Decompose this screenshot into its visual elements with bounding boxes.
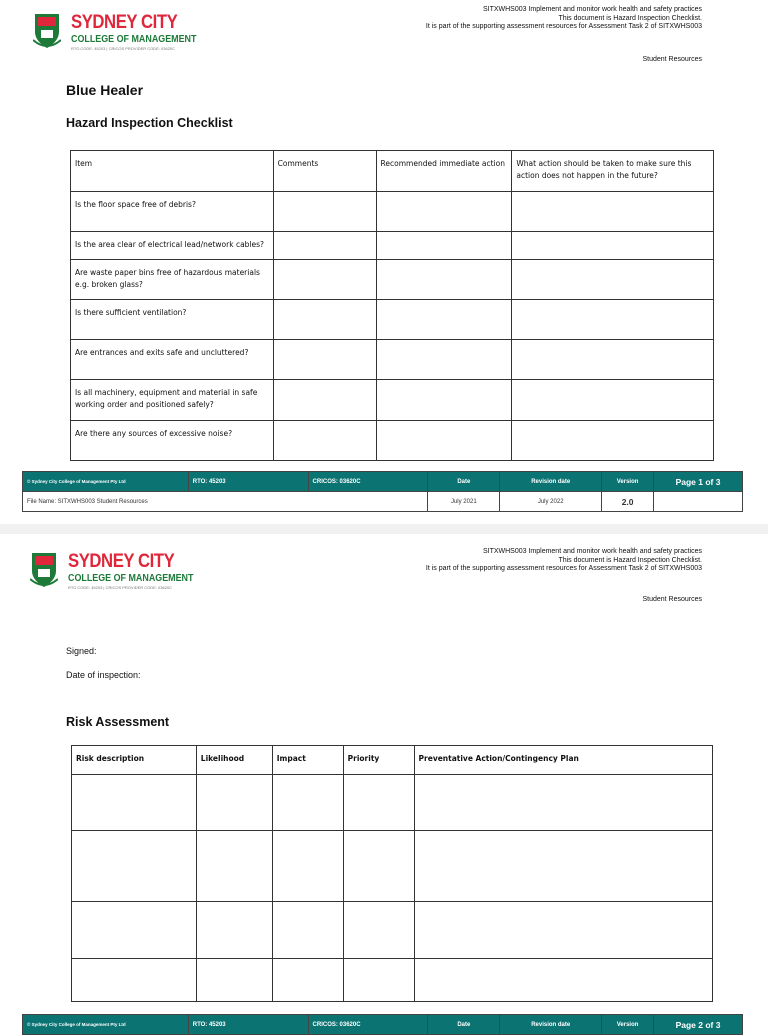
immediate-action-cell[interactable] [376,421,512,461]
table-row [71,421,714,461]
row-item: Are there any sources of excessive noise? [71,421,274,461]
logo-tagline: RTO CODE: 45203 | CRICOS PROVIDER CODE: 03620C [71,46,176,51]
logo-subtitle: COLLEGE OF MANAGEMENT [68,572,194,584]
immediate-action-cell[interactable] [376,300,512,340]
table-row [72,831,713,902]
student-resources-label: Student Resources [642,56,702,63]
future-action-cell[interactable] [512,380,714,421]
priority-cell[interactable] [343,902,414,959]
immediate-action-cell[interactable] [376,380,512,421]
footer-page-number: Page 2 of 3 [654,1015,743,1035]
risk-cell[interactable] [72,831,197,902]
immediate-action-cell[interactable] [376,232,512,260]
header-preventative-action: Preventative Action/Contingency Plan [414,746,712,775]
footer-top-row [23,1015,743,1035]
document-header [426,548,702,574]
future-action-cell[interactable] [512,300,714,340]
footer-date-label: Date [428,472,500,492]
plan-cell[interactable] [414,959,712,1002]
impact-cell[interactable] [272,902,343,959]
likelihood-cell[interactable] [196,959,272,1002]
table-row [72,775,713,831]
footer-bottom-row [23,492,743,512]
page-2 [0,534,768,1030]
future-action-cell[interactable] [512,421,714,461]
footer-cricos: CRICOS: 03620C [308,472,428,492]
impact-cell[interactable] [272,959,343,1002]
student-resources-label: Student Resources [642,596,702,603]
header-impact: Impact [272,746,343,775]
comments-cell[interactable] [273,260,376,300]
header-line-2: This document is Hazard Inspection Checklist. [558,556,702,564]
page-gap [0,524,768,534]
page-footer [22,471,743,512]
table-row [71,380,714,421]
row-item: Are entrances and exits safe and uncluttered? [71,340,274,380]
footer-copyright: © Sydney City College of Management Pty Ltd [23,1015,189,1035]
shield-icon [30,551,58,589]
row-item: Are waste paper bins free of hazardous materials e.g. broken glass? [71,260,274,300]
header-item: Item [71,151,274,192]
footer-file-name: File Name: SITXWHS003 Student Resources [23,492,428,512]
comments-cell[interactable] [273,232,376,260]
document-header [426,6,702,32]
header-line-1: SITXWHS003 Implement and monitor work health and safety practices [482,548,702,555]
footer-date: July 2021 [428,492,500,512]
comments-cell[interactable] [273,421,376,461]
shield-icon [33,12,61,50]
header-likelihood: Likelihood [196,746,272,775]
footer-revision-label: Revision date [500,1015,602,1035]
plan-cell[interactable] [414,831,712,902]
date-of-inspection-label: Date of inspection: [66,670,141,680]
comments-cell[interactable] [273,340,376,380]
table-row [71,260,714,300]
document-title: Blue Healer [66,82,144,98]
footer-revision-label: Revision date [500,472,602,492]
priority-cell[interactable] [343,775,414,831]
header-priority: Priority [343,746,414,775]
row-item: Is the floor space free of debris? [71,192,274,232]
table-header-row [72,746,713,775]
immediate-action-cell[interactable] [376,340,512,380]
table-row [71,300,714,340]
risk-assessment-table [71,745,713,1002]
table-header-row [71,151,714,192]
footer-page-number: Page 1 of 3 [654,472,743,492]
row-item: Is there sufficient ventilation? [71,300,274,340]
table-row [72,959,713,1002]
immediate-action-cell[interactable] [376,260,512,300]
footer-top-row [23,472,743,492]
comments-cell[interactable] [273,300,376,340]
plan-cell[interactable] [414,902,712,959]
immediate-action-cell[interactable] [376,192,512,232]
header-risk-description: Risk description [72,746,197,775]
future-action-cell[interactable] [512,340,714,380]
footer-version-label: Version [602,472,654,492]
row-item: Is all machinery, equipment and material in safe working order and positioned safely? [71,380,274,421]
header-immediate-action: Recommended immediate action [376,151,512,192]
likelihood-cell[interactable] [196,775,272,831]
likelihood-cell[interactable] [196,902,272,959]
header-future-action: What action should be taken to make sure this action does not happen in the future? [512,151,714,192]
footer-copyright: © Sydney City College of Management Pty Ltd [23,472,189,492]
footer-date-label: Date [428,1015,500,1035]
risk-cell[interactable] [72,775,197,831]
future-action-cell[interactable] [512,192,714,232]
college-logo [33,12,197,54]
header-line-3: It is part of the supporting assessment resources for Assessment Task 2 of SITXWHS003 [425,23,702,30]
footer-version: 2.0 [602,492,654,512]
row-item: Is the area clear of electrical lead/network cables? [71,232,274,260]
impact-cell[interactable] [272,831,343,902]
signed-label: Signed: [66,646,97,656]
college-logo [30,551,194,593]
plan-cell[interactable] [414,775,712,831]
risk-cell[interactable] [72,959,197,1002]
hazard-checklist-table [70,150,714,461]
table-row [71,340,714,380]
priority-cell[interactable] [343,959,414,1002]
section-title-hazard: Hazard Inspection Checklist [66,116,233,130]
footer-cricos: CRICOS: 03620C [308,1015,428,1035]
header-line-2: This document is Hazard Inspection Checklist. [558,14,702,22]
footer-blank [654,492,743,512]
table-row [72,902,713,959]
footer-rto: RTO: 45203 [188,472,308,492]
footer-revision-date: July 2022 [500,492,602,512]
table-row [71,192,714,232]
future-action-cell[interactable] [512,232,714,260]
impact-cell[interactable] [272,775,343,831]
logo-name: SYDNEY CITY [68,551,175,572]
priority-cell[interactable] [343,831,414,902]
logo-name: SYDNEY CITY [71,12,178,33]
header-line-1: SITXWHS003 Implement and monitor work health and safety practices [482,6,702,13]
footer-rto: RTO: 45203 [188,1015,308,1035]
likelihood-cell[interactable] [196,831,272,902]
future-action-cell[interactable] [512,260,714,300]
header-comments: Comments [273,151,376,192]
table-row [71,232,714,260]
header-line-3: It is part of the supporting assessment resources for Assessment Task 2 of SITXWHS003 [425,565,702,572]
footer-version-label: Version [602,1015,654,1035]
risk-cell[interactable] [72,902,197,959]
comments-cell[interactable] [273,380,376,421]
comments-cell[interactable] [273,192,376,232]
logo-tagline: RTO CODE: 45203 | CRICOS PROVIDER CODE: 03620C [68,585,173,590]
section-title-risk: Risk Assessment [66,715,170,729]
logo-subtitle: COLLEGE OF MANAGEMENT [71,33,197,45]
page-footer [22,1014,743,1035]
